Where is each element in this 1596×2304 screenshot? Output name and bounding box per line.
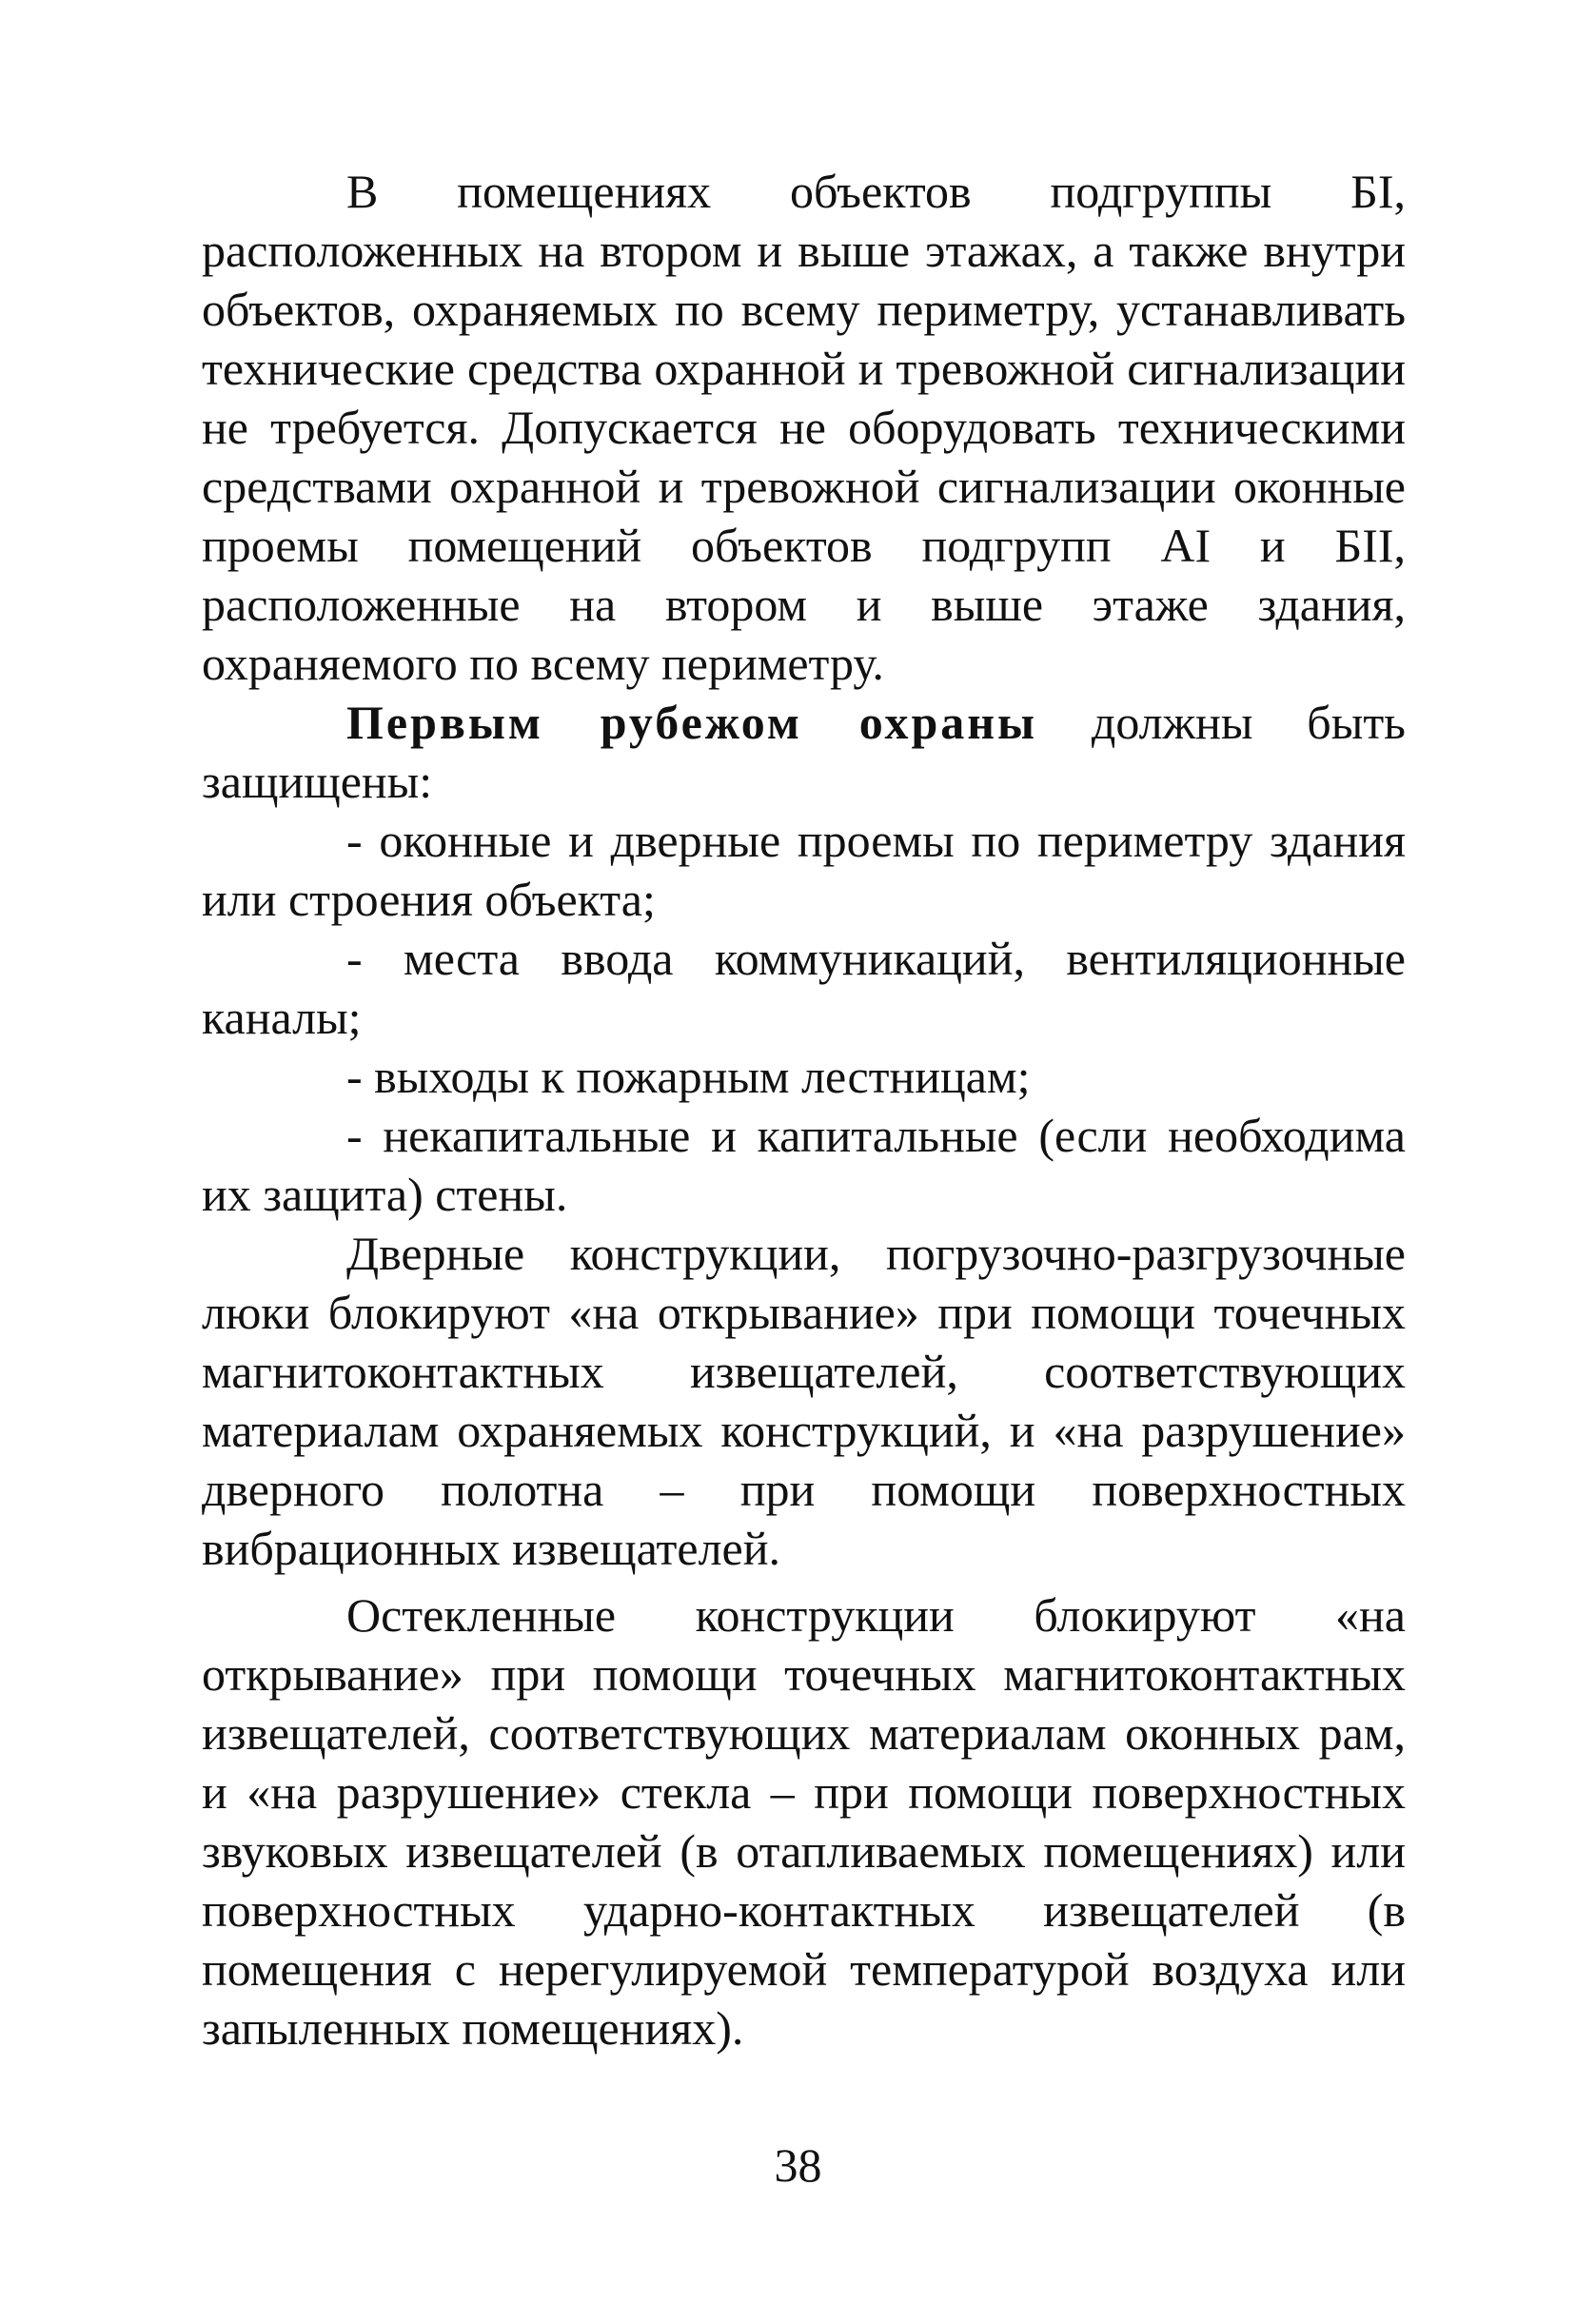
list-item-walls: - некапитальные и капитальные (если необходима их защита) стены.	[202, 1109, 1406, 1221]
list-item-communication-inputs: - места ввода коммуникаций, вентиляционные каналы;	[202, 932, 1406, 1044]
paragraph-door-structures: Дверные конструкции, погрузочно-разгрузочные люки блокируют «на открывание» при помощи точечных магнитоконтактных извещателей, соответствующих материалам охраняемых конструкций, и «на разрушение» дверного полотна – при помощи поверхностных вибрационных извещателей.	[202, 1227, 1406, 1575]
list-item-fire-ladder-exits: - выходы к пожарным лестницам;	[346, 1050, 1031, 1103]
list-item-window-door-openings: - оконные и дверные проемы по периметру здания или строения объекта;	[202, 814, 1406, 926]
first-line-of-defense-text: должны быть защищены:	[202, 696, 1406, 808]
paragraph-first-line-heading	[202, 693, 1406, 811]
first-line-of-defense-heading: Первым рубежом охраны	[346, 696, 1038, 749]
page-number: 38	[774, 2138, 822, 2192]
page-body-text	[202, 162, 1406, 2058]
paragraph-subgroup-rooms: В помещениях объектов подгруппы БI, расположенных на втором и выше этажах, а также внутри объектов, охраняемых по всему периметру, устанавливать технические средства охранной и тревожной сигнализации не требуется. Допускается не оборудовать техническими средствами охранной и тревожной сигнализации оконные проемы помещений объектов подгрупп АI и БII, расположенные на втором и выше этаже здания, охраняемого по всему периметру.	[202, 165, 1406, 690]
paragraph-glazed-structures: Остекленные конструкции блокируют «на открывание» при помощи точечных магнитоконтактных извещателей, соответствующих материалам оконных рам, и «на разрушение» стекла – при помощи поверхностных звуковых извещателей (в отапливаемых помещениях) или поверхностных ударно-контактных извещателей (в помещения с нерегулируемой температурой воздуха или запыленных помещениях).	[202, 1588, 1406, 2055]
